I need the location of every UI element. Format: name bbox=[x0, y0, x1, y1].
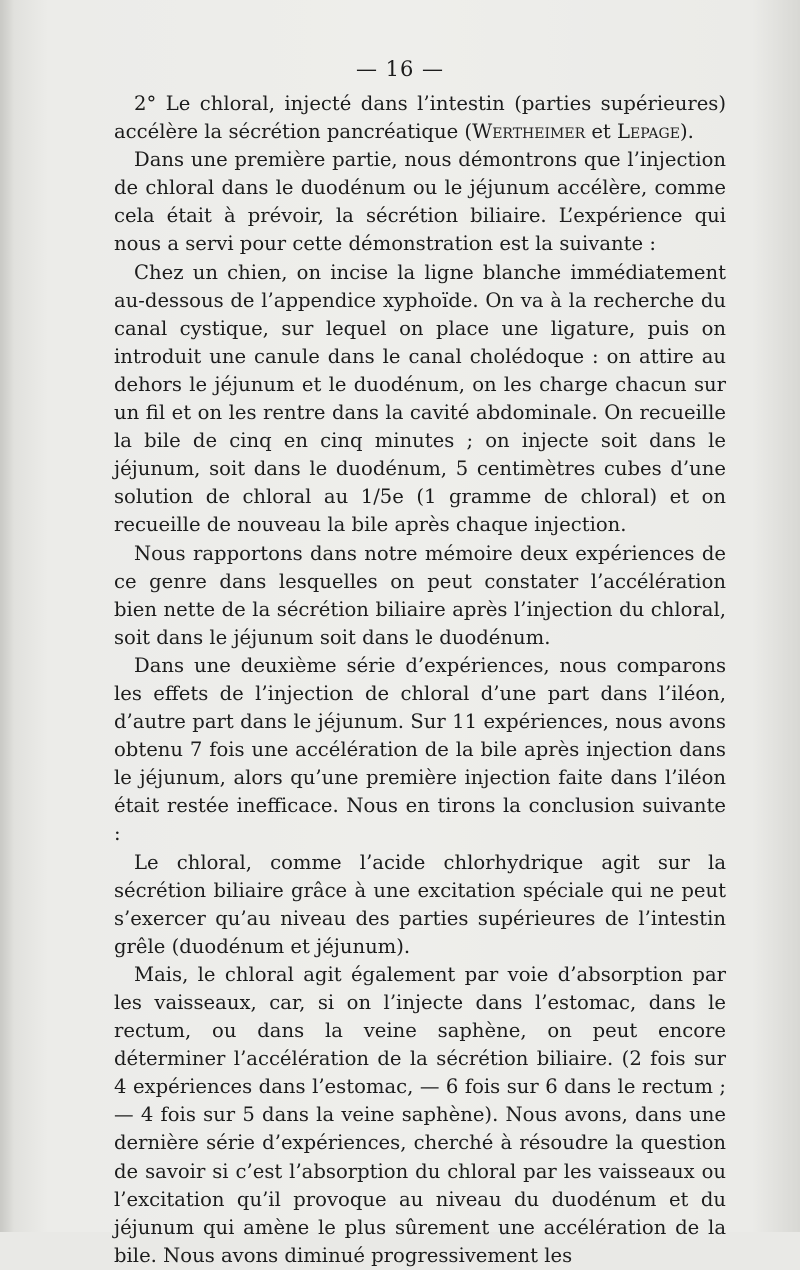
paragraph-1 bbox=[114, 90, 726, 146]
paragraph-1-lead: 2° Le chloral, injecté dans l’intestin (parties supérieures) accélère la sécrétion pancréatique ( bbox=[114, 92, 726, 144]
paragraph-1-tail: ). bbox=[679, 120, 694, 144]
paragraph-3: Chez un chien, on incise la ligne blanche immédiatement au-dessous de l’appendice xyphoïde. On va à la recherche du canal cystique, sur lequel on place une ligature, puis on introduit une canule dans le canal cholédoque : on attire au dehors le jéjunum et le duodénum, on les charge chacun sur un fil et on les rentre dans la cavité abdominale. On recueille la bile de cinq en cinq minutes ; on injecte soit dans le jéjunum, soit dans le duodénum, 5 centimètres cubes d’une solution de chloral au 1/5e (1 gramme de chloral) et on recueille de nouveau la bile après chaque injection. bbox=[114, 260, 726, 537]
paragraph-6: Le chloral, comme l’acide chlorhydrique agit sur la sécrétion biliaire grâce à une excitation spéciale qui ne peut s’exercer qu’au niveau des parties supérieures de l’intestin grêle (duodénum et jéjunum). bbox=[114, 850, 726, 958]
page-number: — 16 — bbox=[355, 57, 445, 81]
paragraph-5: Dans une deuxième série d’expériences, nous comparons les effets de l’injection de chloral d’une part dans l’iléon, d’autre part dans le jéjunum. Sur 11 expériences, nous avons obtenu 7 fois une accélération de la bile après injection dans le jéjunum, alors qu’une première injection faite dans l’iléon était restée inefficace. Nous en tirons la conclusion suivante : bbox=[114, 653, 726, 846]
paragraph-2: Dans une première partie, nous démontrons que l’injection de chloral dans le duodénum ou le jéjunum accélère, comme cela était à prévoir, la sécrétion biliaire. L’expérience qui nous a servi pour cette démonstration est la suivante : bbox=[114, 148, 726, 256]
paragraph-7: Mais, le chloral agit également par voie d’absorption par les vaisseaux, car, si on l’injecte dans l’estomac, dans le rectum, ou dans la veine saphène, on peut encore déterminer l’accélération de la sécrétion biliaire. (2 fois sur 4 expériences dans l’estomac, — 6 fois sur 6 dans le rectum ; — 4 fois sur 5 dans la veine saphène). Nous avons, dans une dernière série d’expériences, cherché à résoudre la question de savoir si c’est l’absorption du chloral par les vaisseaux ou l’excitation qu’il provoque au niveau du duodénum et du jéjunum qui amène le plus sûrement une accélération de la bile. Nous avons diminué progressivement les bbox=[114, 962, 726, 1267]
paragraph-1-conjunction: et bbox=[585, 120, 618, 144]
body-text bbox=[114, 90, 726, 1270]
paragraph-4: Nous rapportons dans notre mémoire deux expériences de ce genre dans lesquelles on peut constater l’accélération bien nette de la sécrétion biliaire après l’injection du chloral, soit dans le jéjunum soit dans le duodénum. bbox=[114, 541, 726, 649]
page-edge-shadow bbox=[0, 0, 14, 1232]
author-name: Wertheimer bbox=[472, 120, 586, 144]
author-name: Lepage bbox=[617, 120, 680, 144]
